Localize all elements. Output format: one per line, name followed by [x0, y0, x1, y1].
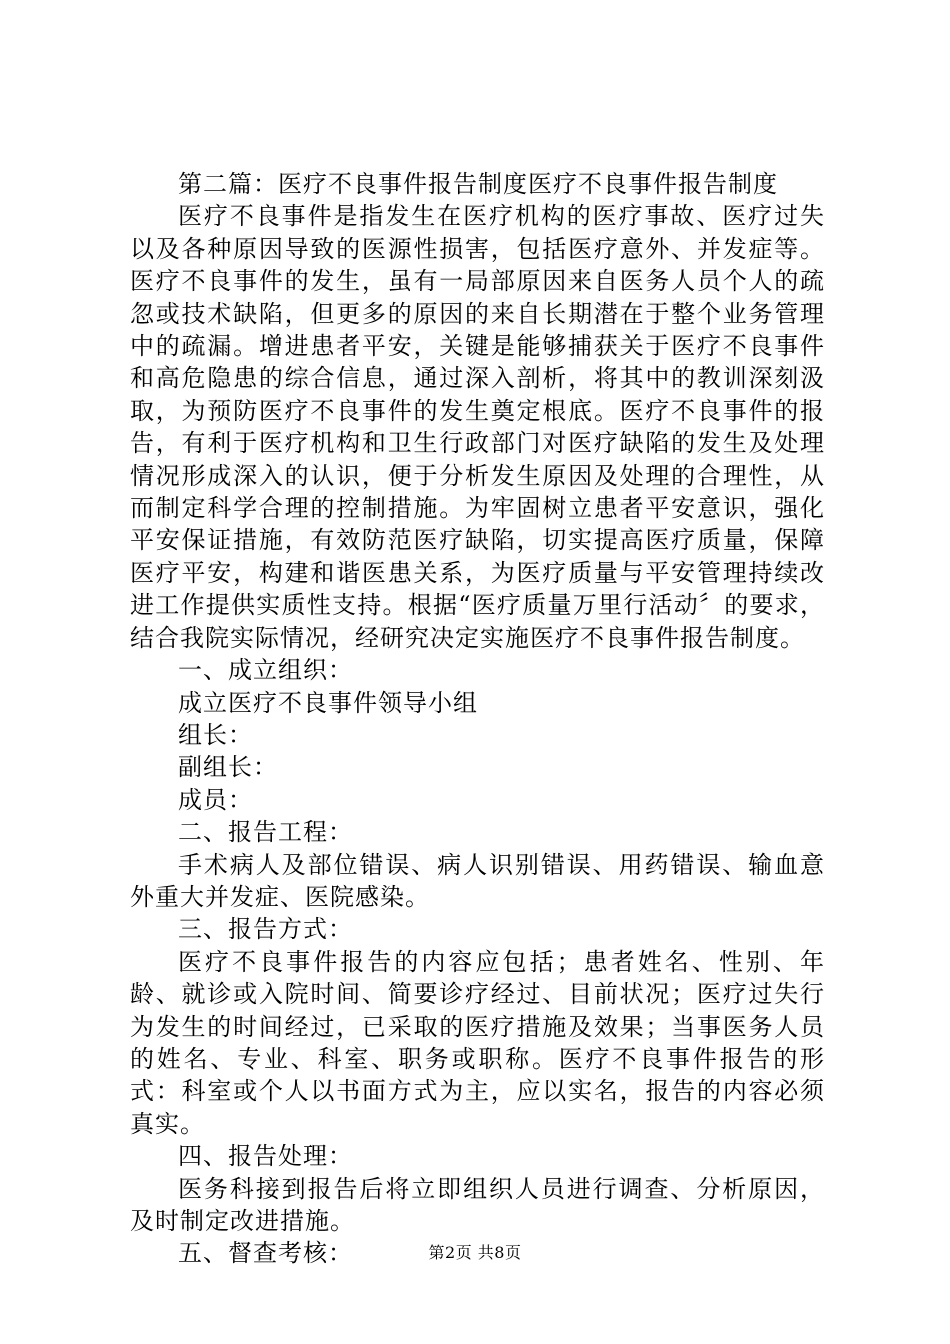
document-body [130, 168, 825, 1270]
section-4-body: 医务科接到报告后将立即组织人员进行调查、分析原因，及时制定改进措施。 [130, 1174, 825, 1235]
section-2-heading: 二、报告工程： [178, 818, 353, 847]
section-1-heading: 一、成立组织： [178, 656, 353, 685]
section-1-group: 成立医疗不良事件领导小组 [178, 688, 478, 717]
section-3-heading: 三、报告方式： [178, 915, 353, 944]
section-3-body: 医疗不良事件报告的内容应包括；患者姓名、性别、年龄、就诊或入院时间、简要诊疗经过、目前状况；医疗过失行为发生的时间经过，已采取的医疗措施及效果；当事医务人员的姓名、专业、科室、职务或职称。医疗不良事件报告的形式：科室或个人以书面方式为主，应以实名，报告的内容必须真实。 [130, 947, 825, 1138]
section-1-leader: 组长： [178, 720, 253, 749]
section-2-body: 手术病人及部位错误、病人识别错误、用药错误、输血意外重大并发症、医院感染。 [130, 850, 825, 911]
page-footer [0, 1243, 950, 1263]
section-1-members: 成员： [178, 785, 253, 814]
section-5-heading: 五、督查考核： [178, 1239, 353, 1268]
intro-paragraph: 医疗不良事件是指发生在医疗机构的医疗事故、医疗过失以及各种原因导致的医源性损害，包括医疗意外、并发症等。医疗不良事件的发生，虽有一局部原因来自医务人员个人的疏忽或技术缺陷，但更多的原因的来自长期潜在于整个业务管理中的疏漏。增进患者平安，关键是能够捕获关于医疗不良事件和高危隐患的综合信息，通过深入剖析，将其中的教训深刻汲取，为预防医疗不良事件的发生奠定根底。医疗不良事件的报告，有利于医疗机构和卫生行政部门对医疗缺陷的发生及处理情况形成深入的认识，便于分析发生原因及处理的合理性，从而制定科学合理的控制措施。为牢固树立患者平安意识，强化平安保证措施，有效防范医疗缺陷，切实提高医疗质量，保障医疗平安，构建和谐医患关系，为医疗质量与平安管理持续改进工作提供实质性支持。根据“医疗质量万里行活动〞的要求，结合我院实际情况，经研究决定实施医疗不良事件报告制度。 [130, 202, 825, 652]
section-1-deputy: 副组长： [178, 753, 278, 782]
document-title: 第二篇：医疗不良事件报告制度医疗不良事件报告制度 [178, 170, 778, 198]
section-4-heading: 四、报告处理： [178, 1142, 353, 1171]
page-indicator: 第2页 共8页 [428, 1243, 522, 1262]
